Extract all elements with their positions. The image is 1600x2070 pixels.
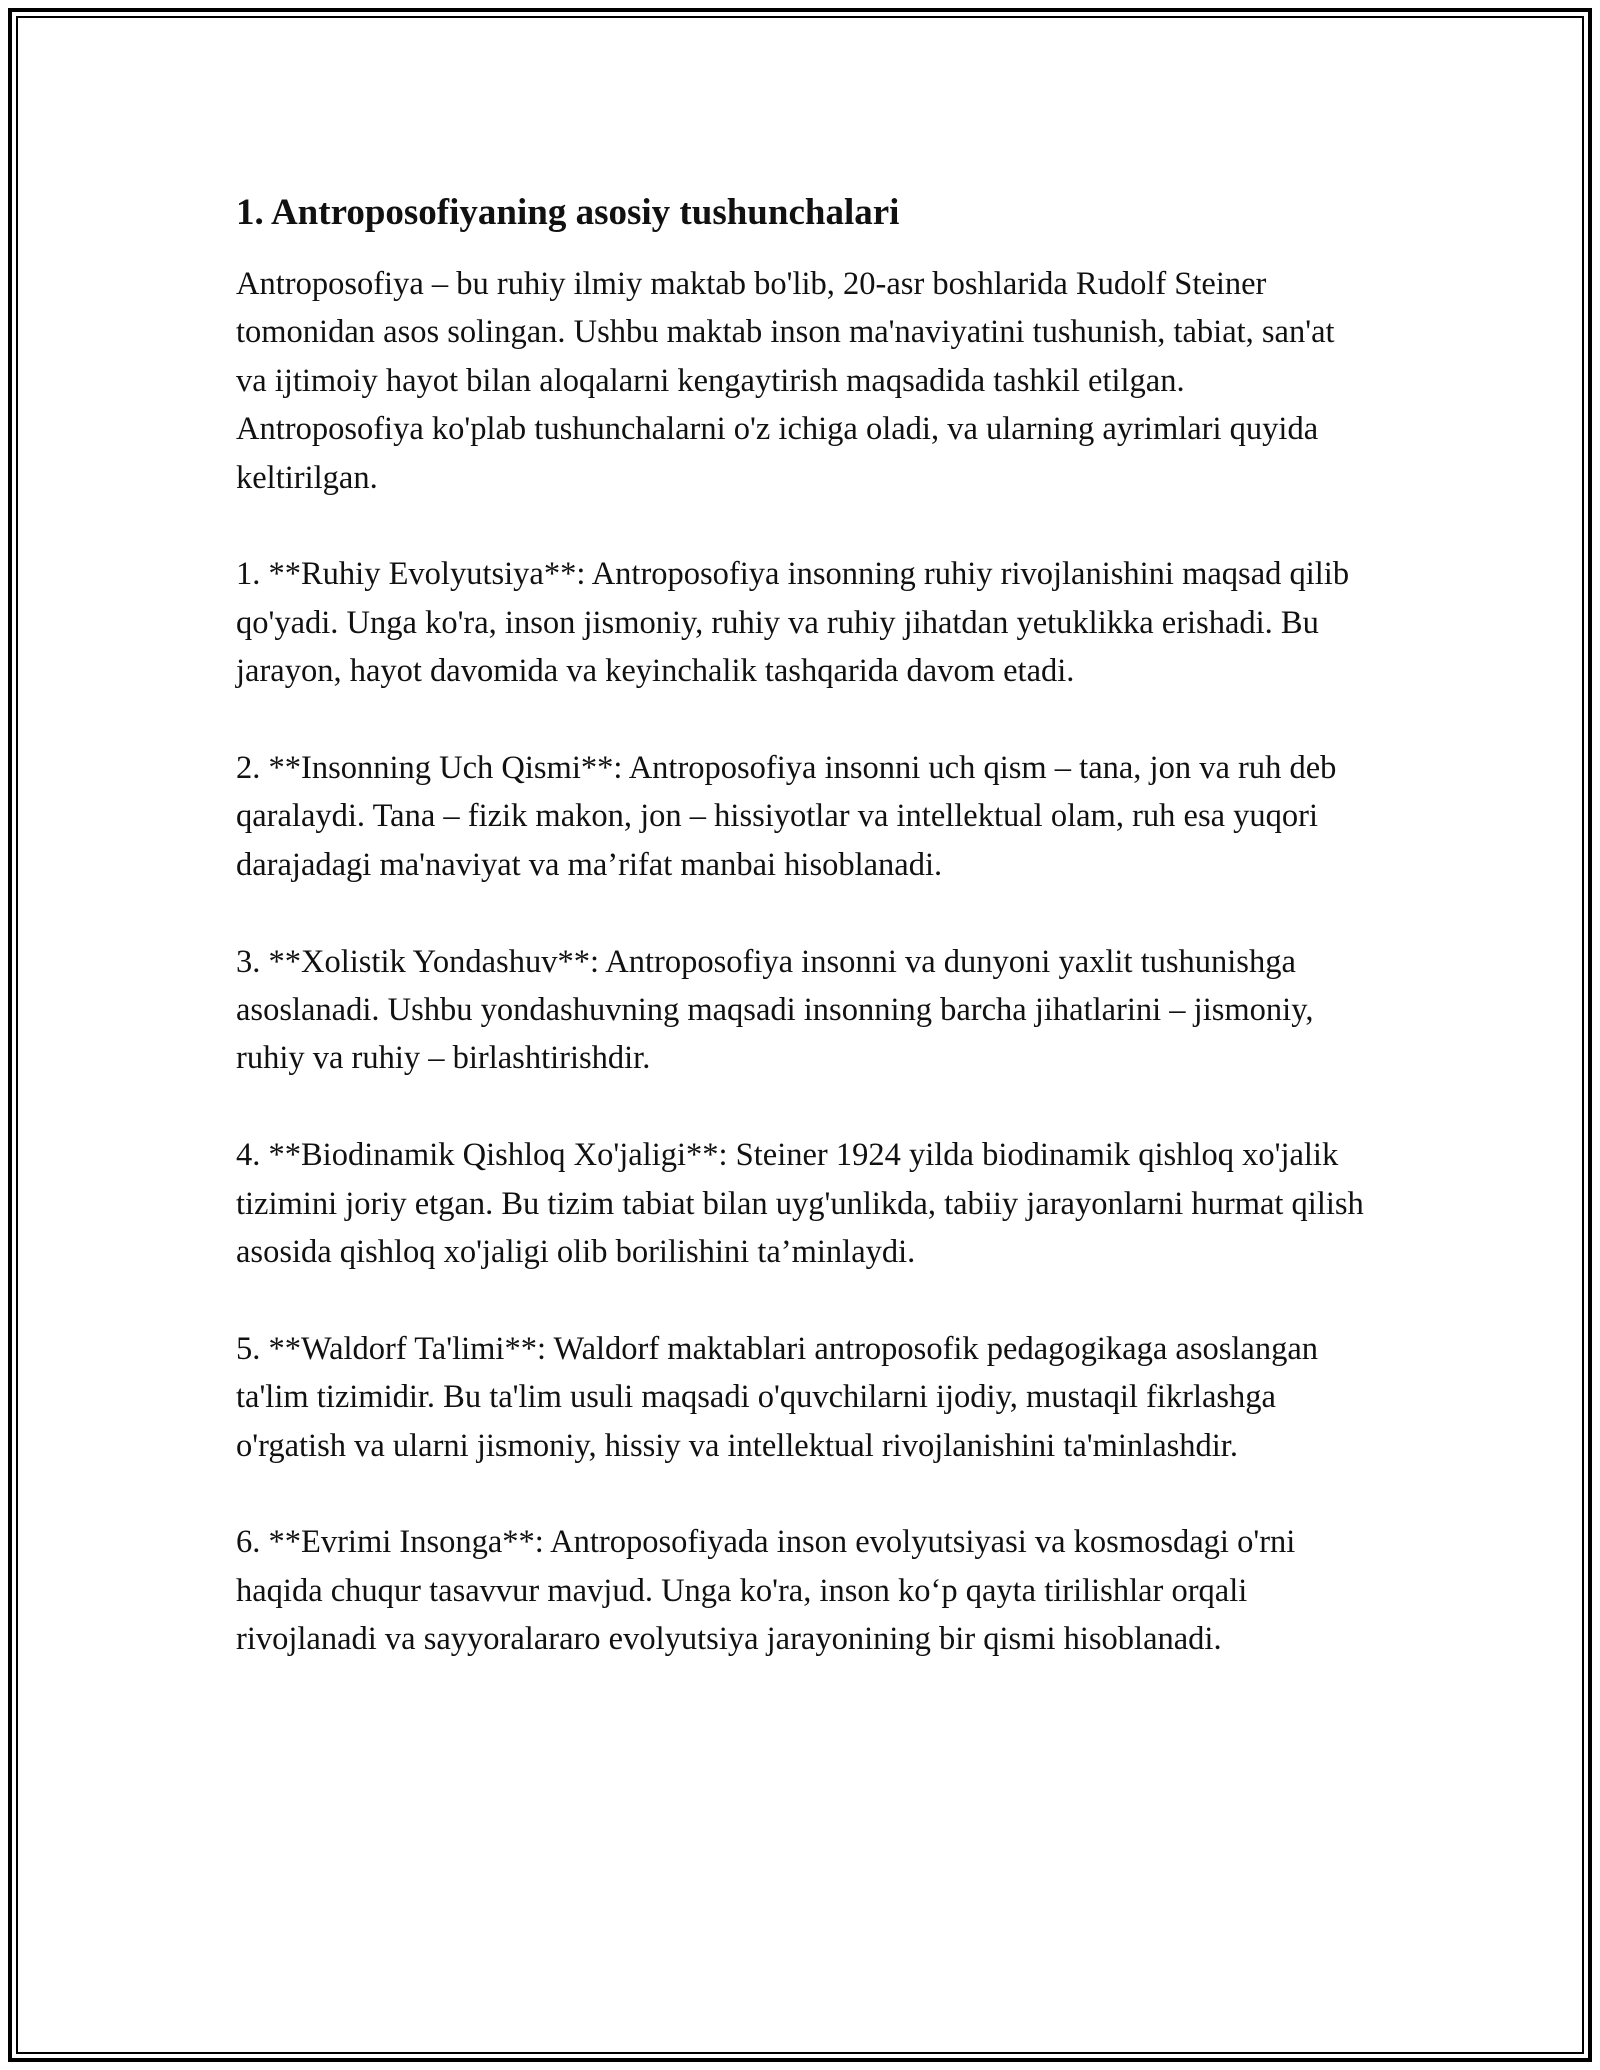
document-body <box>236 188 1366 1664</box>
list-item: 1. **Ruhiy Evolyutsiya**: Antroposofiya insonning ruhiy rivojlanishini maqsad qilib qo'yadi. Unga ko'ra, inson jismoniy, ruhiy va ruhiy jihatdan yetuklikka erishadi. Bu jarayon, hayot davomida va keyinchalik tashqarida davom etadi. <box>236 556 1350 690</box>
intro-paragraph: Antroposofiya – bu ruhiy ilmiy maktab bo'lib, 20-asr boshlarida Rudolf Steiner tomonidan asos solingan. Ushbu maktab inson ma'naviyatini tushunish, tabiat, san'at va ijtimoiy hayot bilan aloqalarni kengaytirish maqsadida tashkil etilgan. Antroposofiya ko'plab tushunchalarni o'z ichiga oladi, va ularning ayrimlari quyida keltirilgan. <box>236 266 1335 496</box>
list-item: 5. **Waldorf Ta'limi**: Waldorf maktablari antroposofik pedagogikaga asoslangan ta'lim tizimidir. Bu ta'lim usuli maqsadi o'quvchilarni ijodiy, mustaqil fikrlashga o'rgatish va ularni jismoniy, hissiy va intellektual rivojlanishini ta'minlashdir. <box>236 1330 1319 1464</box>
page-title: 1. Antroposofiyaning asosiy tushunchalari <box>236 192 900 233</box>
list-item: 2. **Insonning Uch Qismi**: Antroposofiya insonni uch qism – tana, jon va ruh deb qaralaydi. Tana – fizik makon, jon – hissiyotlar va intellektual olam, ruh esa yuqori darajadagi ma'naviyat va ma’rifat manbai hisoblanadi. <box>236 750 1337 883</box>
list-item: 3. **Xolistik Yondashuv**: Antroposofiya insonni va dunyoni yaxlit tushunishga asoslanadi. Ushbu yondashuvning maqsadi insonning barcha jihatlarini – jismoniy, ruhiy va ruhiy – birlashtirishdir. <box>236 943 1314 1077</box>
list-item: 6. **Evrimi Insonga**: Antroposofiyada inson evolyutsiyasi va kosmosdagi o'rni haqida chuqur tasavvur mavjud. Unga ko'ra, inson ko‘p qayta tirilishlar orqali rivojlanadi va sayyoralararo evolyutsiya jarayonining bir qismi hisoblanadi. <box>236 1524 1296 1658</box>
list-item: 4. **Biodinamik Qishloq Xo'jaligi**: Steiner 1924 yilda biodinamik qishloq xo'jalik tizimini joriy etgan. Bu tizim tabiat bilan uyg'unlikda, tabiiy jarayonlarni hurmat qilish asosida qishloq xo'jaligi olib borilishini ta’minlaydi. <box>236 1137 1364 1271</box>
